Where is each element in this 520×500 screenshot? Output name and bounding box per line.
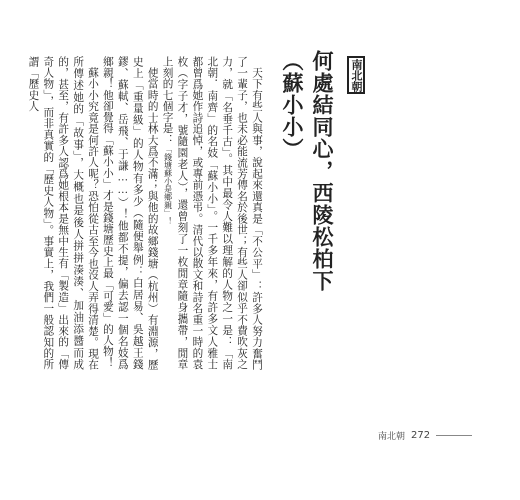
page-footer bbox=[378, 429, 472, 442]
footer-rule bbox=[436, 435, 472, 436]
paragraph-1-text: 天下有些人與事，說起來還真是「不公平」：許多人努力奮鬥了一輩子，也未必能流芳傳名於後世；有些人卻似乎不費吹灰之力，就「名垂千古」。其中最令人難以理解的人物之一是：「南北朝．南齊」的名妓「蘇小小」。一千多年來，有許多文人雅士都曾爲她作詩追悼，或專前憑弔。清代以散文和詩名重一時的袁枚（字子才，號隨園老人），還曾刻了一枚閒章隨身攜帶，閒章上刻的七個字是： bbox=[161, 56, 263, 370]
body-text bbox=[27, 56, 264, 370]
chapter-title-line2: （蘇小小） bbox=[280, 50, 305, 160]
footer-section-label: 南北朝 bbox=[378, 432, 406, 442]
seal-inscription-note: 「錢塘蘇小是鄉親」！ bbox=[163, 145, 173, 226]
paragraph-1 bbox=[160, 56, 264, 370]
chapter-title-line1: 何處結同心，西陵松柏下 bbox=[310, 50, 335, 292]
page-number: 272 bbox=[411, 430, 431, 441]
paragraph-3: 蘇小小究竟是何許人呢？恐怕從古至今也沒人弄得清楚。現在所傳述她的「故事」，大概也是後人拼拼湊湊、加油添醬而成的，甚至，有許多人認爲她根本是無中生有「製造」出來的「傳奇人物」，而非真實的「歷史人物」。事實上，我們一般認知的所謂「歷史人 bbox=[27, 56, 100, 370]
section-label: 南北朝 bbox=[347, 56, 365, 94]
paragraph-2: 使當時的士林大爲不滿；與他的故鄉錢塘（杭州）有淵源，歷史上「重量級」的人物有多少（隨便舉例：白居易、吳越王錢鏐、蘇軾、岳飛、于謙……）！他都不提，偏去認一個名妓爲鄉親！他卻覺得「蘇小小」才是錢塘歷史上最「可愛」的人物！ bbox=[101, 56, 159, 370]
